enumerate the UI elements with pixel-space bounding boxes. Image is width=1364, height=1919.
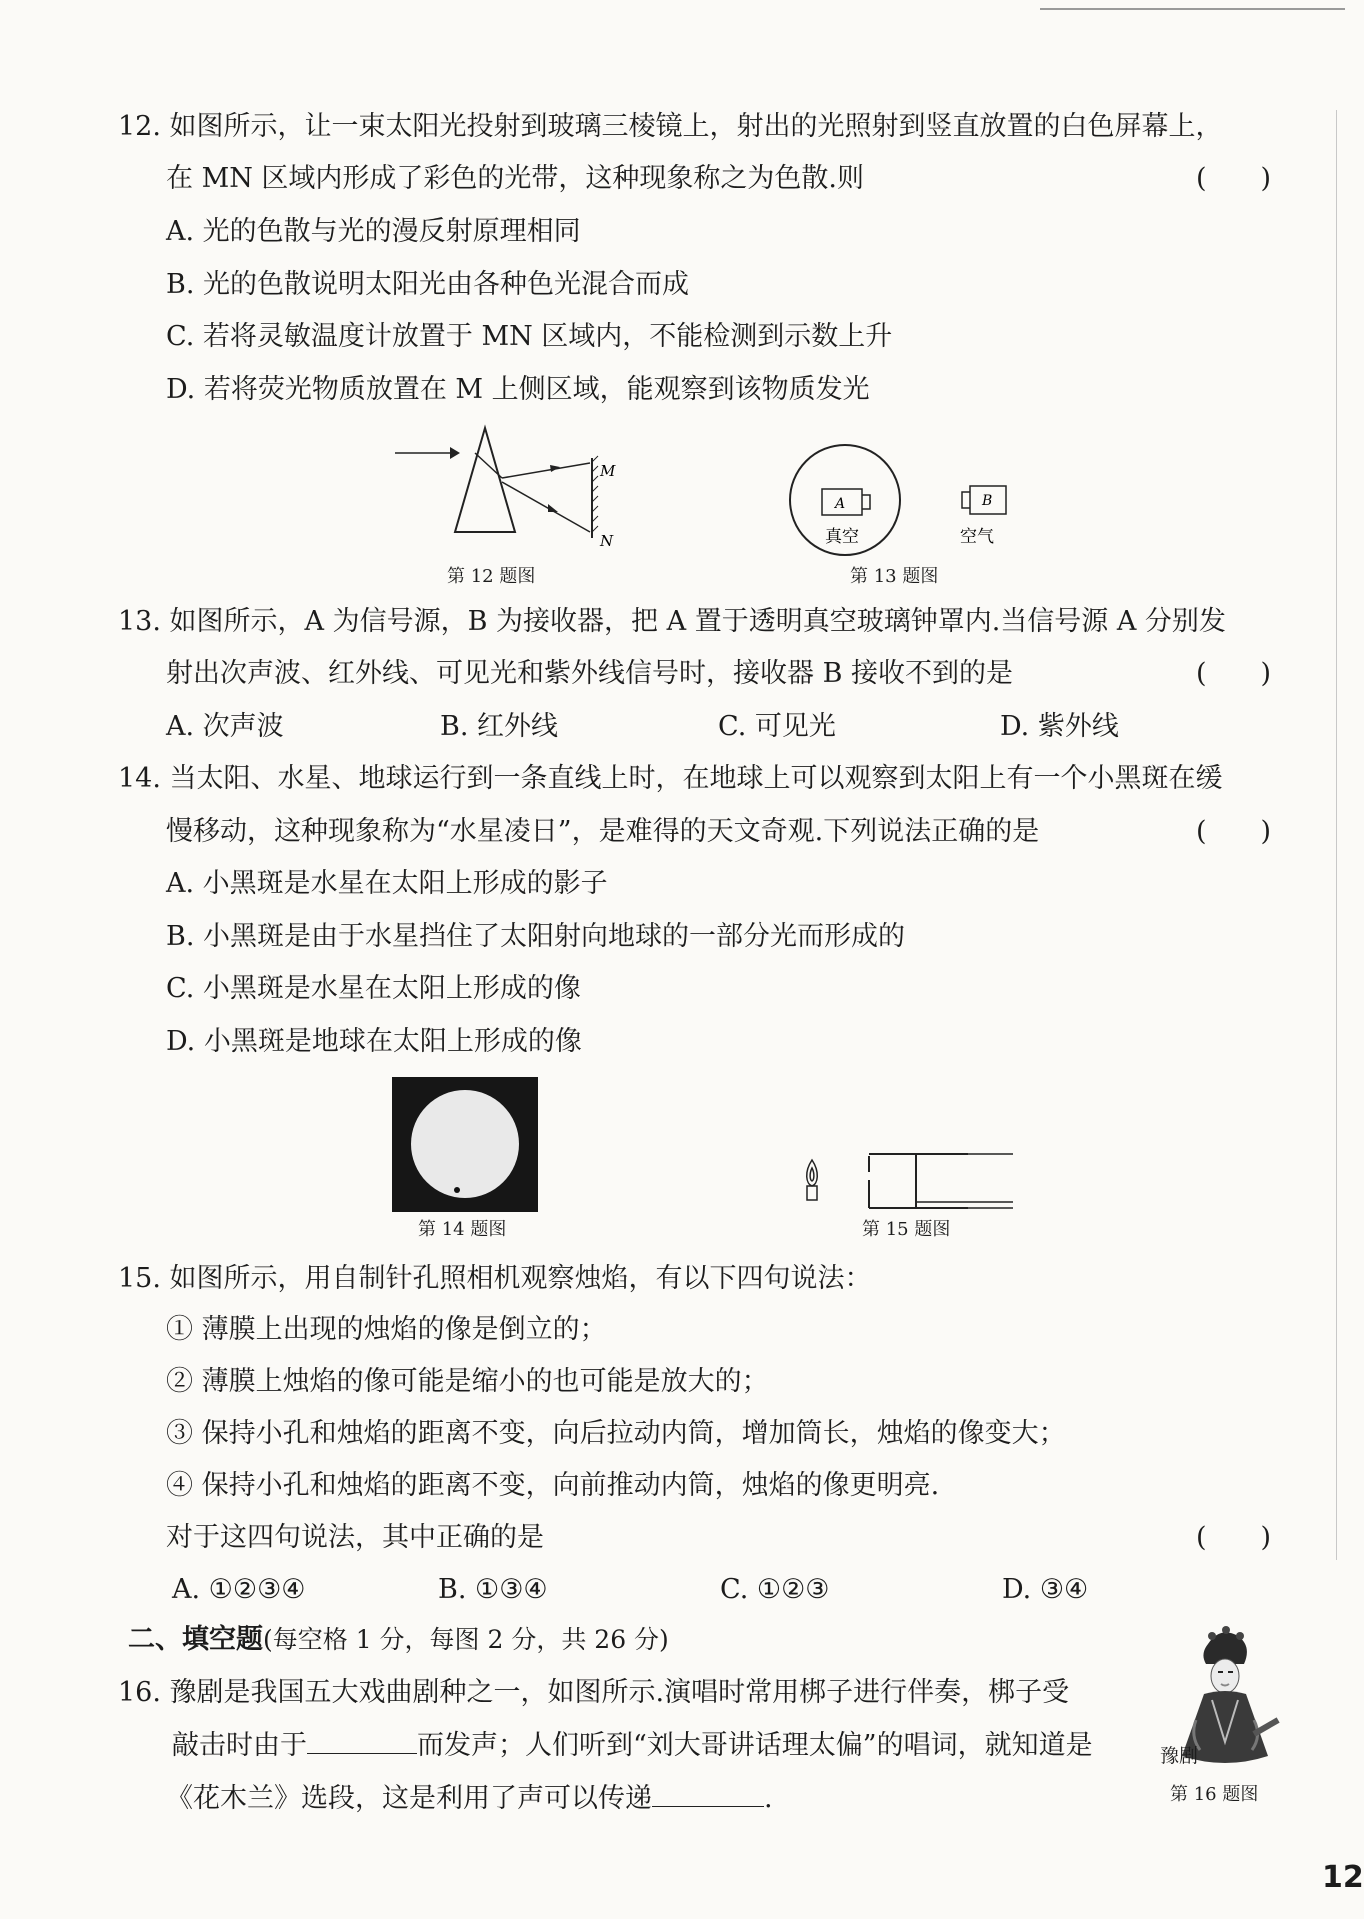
q15-answer-bracket: ( ): [1196, 1522, 1272, 1553]
page-number: 12: [1322, 1860, 1364, 1895]
q15-option-a: A. ①②③④: [172, 1574, 306, 1605]
q12-line1: 12. 如图所示，让一束太阳光投射到玻璃三棱镜上，射出的光照射到竖直放置的白色屏幕上，: [118, 111, 1223, 142]
q16-blank-1[interactable]: [307, 1729, 417, 1754]
q13-line1: 13. 如图所示，A 为信号源，B 为接收器，把 A 置于透明真空玻璃钟罩内.当信号源 A 分别发: [118, 606, 1226, 637]
mercury-spot: [454, 1187, 460, 1193]
q15-statement-4: ④ 保持小孔和烛焰的距离不变，向前推动内筒，烛焰的像更明亮.: [166, 1470, 940, 1501]
receiver-b-nozzle: [962, 492, 970, 508]
q14-line2: 慢移动，这种现象称为“水星凌日”，是难得的天文奇观.下列说法正确的是: [166, 816, 1040, 847]
header-rule: [1040, 8, 1345, 10]
q15-question: 对于这四句说法，其中正确的是: [166, 1522, 544, 1553]
label-a: A: [835, 496, 846, 512]
q14-option-c: C. 小黑斑是水星在太阳上形成的像: [166, 973, 581, 1004]
q14-line1: 14. 当太阳、水星、地球运行到一条直线上时，在地球上可以观察到太阳上有一个小黑斑在缓: [118, 763, 1223, 794]
fig13-caption: 第 13 题图: [850, 566, 939, 587]
q12-option-a: A. 光的色散与光的漫反射原理相同: [166, 216, 581, 247]
q15-statement-2: ② 薄膜上烛焰的像可能是缩小的也可能是放大的；: [166, 1366, 769, 1397]
q16-line2-end: 而发声；人们听到“刘大哥讲话理太偏”的唱词，就知道是: [417, 1730, 1093, 1761]
q16-line1: 16. 豫剧是我国五大戏曲剧种之一，如图所示.演唱时常用梆子进行伴奏，梆子受: [118, 1677, 1070, 1708]
ray-to-n: [502, 482, 590, 532]
q14-option-a: A. 小黑斑是水星在太阳上形成的影子: [166, 868, 608, 899]
q14-option-b: B. 小黑斑是由于水星挡住了太阳射向地球的一部分光而形成的: [166, 921, 906, 952]
label-b: B: [982, 493, 993, 509]
label-m: M: [600, 462, 616, 480]
q13-option-c: C. 可见光: [718, 711, 836, 742]
incident-arrow: [450, 447, 460, 459]
q12-option-c: C. 若将灵敏温度计放置于 MN 区域内，不能检测到示数上升: [166, 321, 893, 352]
q16-line3-end: .: [764, 1783, 773, 1814]
refracted-ray: [475, 453, 502, 478]
q13-line2: 射出次声波、红外线、可见光和紫外线信号时，接收器 B 接收不到的是: [166, 658, 1014, 689]
q16-line3: [166, 1782, 773, 1816]
q15-option-d: D. ③④: [1002, 1574, 1089, 1605]
q14-answer-bracket: ( ): [1196, 816, 1272, 847]
q12-option-d: D. 若将荧光物质放置在 M 上侧区域，能观察到该物质发光: [166, 374, 870, 405]
q12-option-b: B. 光的色散说明太阳光由各种色光混合而成: [166, 269, 690, 300]
q15-line1: 15. 如图所示，用自制针孔照相机观察烛焰，有以下四句说法：: [118, 1263, 872, 1294]
pinhole-camera-diagram: [798, 1150, 1018, 1216]
fig16-caption: 第 16 题图: [1170, 1784, 1259, 1805]
q16-line2-start: 敲击时由于: [172, 1730, 307, 1761]
label-n: N: [600, 532, 614, 550]
q16-line3-start: 《花木兰》选段，这是利用了声可以传递: [166, 1783, 652, 1814]
q14-option-d: D. 小黑斑是地球在太阳上形成的像: [166, 1026, 582, 1057]
q15-statement-1: ① 薄膜上出现的烛焰的像是倒立的；: [166, 1314, 607, 1345]
q13-option-d: D. 紫外线: [1000, 711, 1119, 742]
bell-jar-diagram: [780, 442, 1020, 562]
margin-rule: [1336, 110, 1337, 1560]
q12-line2: 在 MN 区域内形成了彩色的光带，这种现象称之为色散.则: [166, 163, 865, 194]
source-a-nozzle: [862, 495, 870, 509]
section2-note: (每空格 1 分，每图 2 分，共 26 分): [263, 1625, 669, 1654]
candle: [807, 1160, 818, 1200]
opera-label: 豫剧: [1160, 1745, 1199, 1767]
fig15-caption: 第 15 题图: [862, 1219, 951, 1240]
q15-option-b: B. ①③④: [438, 1574, 548, 1605]
candle-body: [807, 1186, 817, 1200]
painted-face: [1211, 1659, 1239, 1693]
label-vacuum: 真空: [825, 527, 859, 547]
candle-flame: [807, 1160, 818, 1186]
prism-diagram: [390, 420, 630, 560]
fig12-caption: 第 12 题图: [447, 566, 536, 587]
section2-heading: [128, 1623, 669, 1657]
q13-answer-bracket: ( ): [1196, 658, 1272, 689]
q12-answer-bracket: ( ): [1196, 163, 1272, 194]
q15-option-c: C. ①②③: [720, 1574, 830, 1605]
label-air: 空气: [960, 527, 994, 547]
q13-option-a: A. 次声波: [166, 711, 284, 742]
arrow-to-n: [548, 504, 558, 512]
section2-title: 二、填空题: [128, 1624, 263, 1655]
q15-statement-3: ③ 保持小孔和烛焰的距离不变，向后拉动内筒，增加筒长，烛焰的像变大；: [166, 1418, 1066, 1449]
transit-photo: [392, 1077, 538, 1212]
sun-disk: [411, 1090, 519, 1198]
q13-option-b: B. 红外线: [440, 711, 559, 742]
prism-triangle: [455, 428, 515, 532]
ray-to-m: [502, 463, 590, 478]
q16-blank-2[interactable]: [652, 1782, 764, 1807]
q16-line2: [172, 1729, 1093, 1763]
fig14-caption: 第 14 题图: [418, 1219, 507, 1240]
